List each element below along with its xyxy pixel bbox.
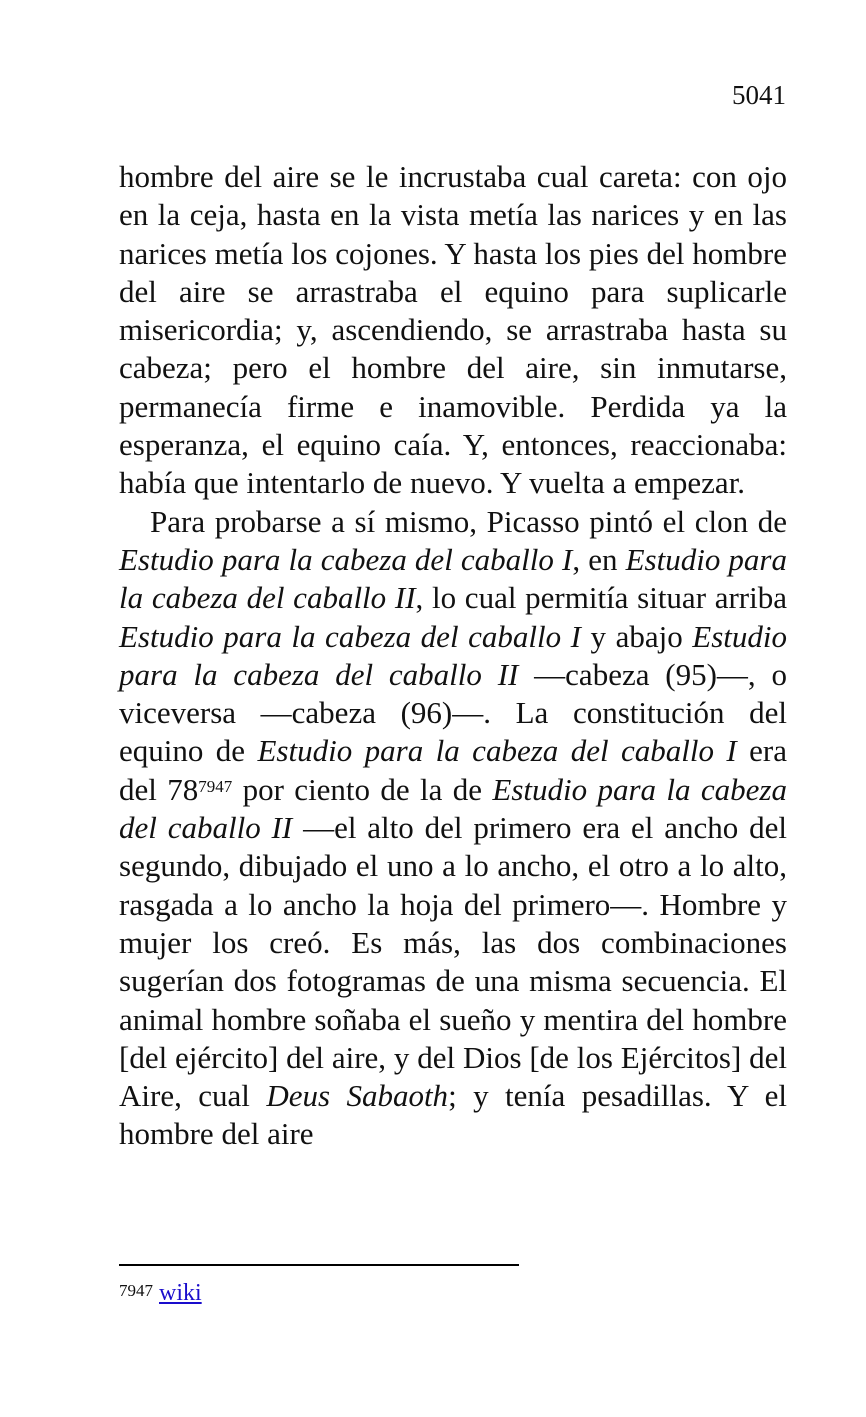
footnote-number: 7947 (119, 1281, 153, 1300)
text-run: ; y tenía pesadillas. Y el hombre del aire (119, 1078, 787, 1152)
italic-title: Estudio para la cabeza del caballo II (119, 771, 787, 846)
text-run: por ciento de la de (232, 771, 493, 807)
footnote-link[interactable]: wiki (159, 1280, 202, 1306)
text-run: , lo cual permitía situar arriba (415, 580, 788, 616)
footnote-reference[interactable]: 7947 (198, 776, 233, 796)
paragraph-1: hombre del aire se le incrustaba cual careta: con ojo en la ceja, hasta en la vista metía las narices y en las narices metía los cojones. Y hasta los pies del hombre del aire se arrastraba el equino para suplicarle misericordia; y, ascendiendo, se arrastraba hasta su cabeza; pero el hombre del aire, sin inmutarse, permanecía firme e inamovible. Perdida ya la esperanza, el equino caía. Y, entonces, reaccionaba: había que intentarlo de nuevo. Y vuelta a empezar. (119, 159, 787, 501)
text-run: —cabeza (95)—, o viceversa —cabeza (96)—. La constitución del equino de (119, 656, 788, 769)
text-run: , en (572, 541, 626, 577)
italic-term: Deus Sabaoth (266, 1078, 449, 1114)
text-run: era del 78 (119, 733, 788, 807)
italic-title: Estudio para la cabeza del caballo II (119, 618, 787, 692)
italic-title: Estudio para la cabeza del caballo I (119, 618, 581, 654)
page-number: 5041 (732, 80, 786, 110)
text-run: —el alto del primero era el ancho del segundo, dibujado el uno a lo ancho, el otro a lo alto, rasgada a lo ancho la hoja del primero—. Hombre y mujer los creó. Es más, las dos combinaciones sugerían dos fotogramas de una misma secuencia. El animal hombre soñaba el sueño y mentira del hombre [del ejército] del aire, y del Dios [de los Ejércitos] del Aire, cual (119, 810, 787, 1114)
text-run: Para probarse a sí mismo, Picasso pintó el clon de (150, 503, 787, 539)
text-run: y abajo (580, 618, 693, 654)
paragraph-2 (119, 503, 787, 1154)
body-text (119, 158, 787, 1154)
italic-title: Estudio para la cabeza del caballo I (257, 733, 737, 769)
italic-title: Estudio para la cabeza del caballo II (119, 541, 787, 616)
footnote (119, 1278, 202, 1308)
footnote-divider (119, 1264, 519, 1266)
italic-title: Estudio para la cabeza del caballo I (119, 541, 573, 577)
